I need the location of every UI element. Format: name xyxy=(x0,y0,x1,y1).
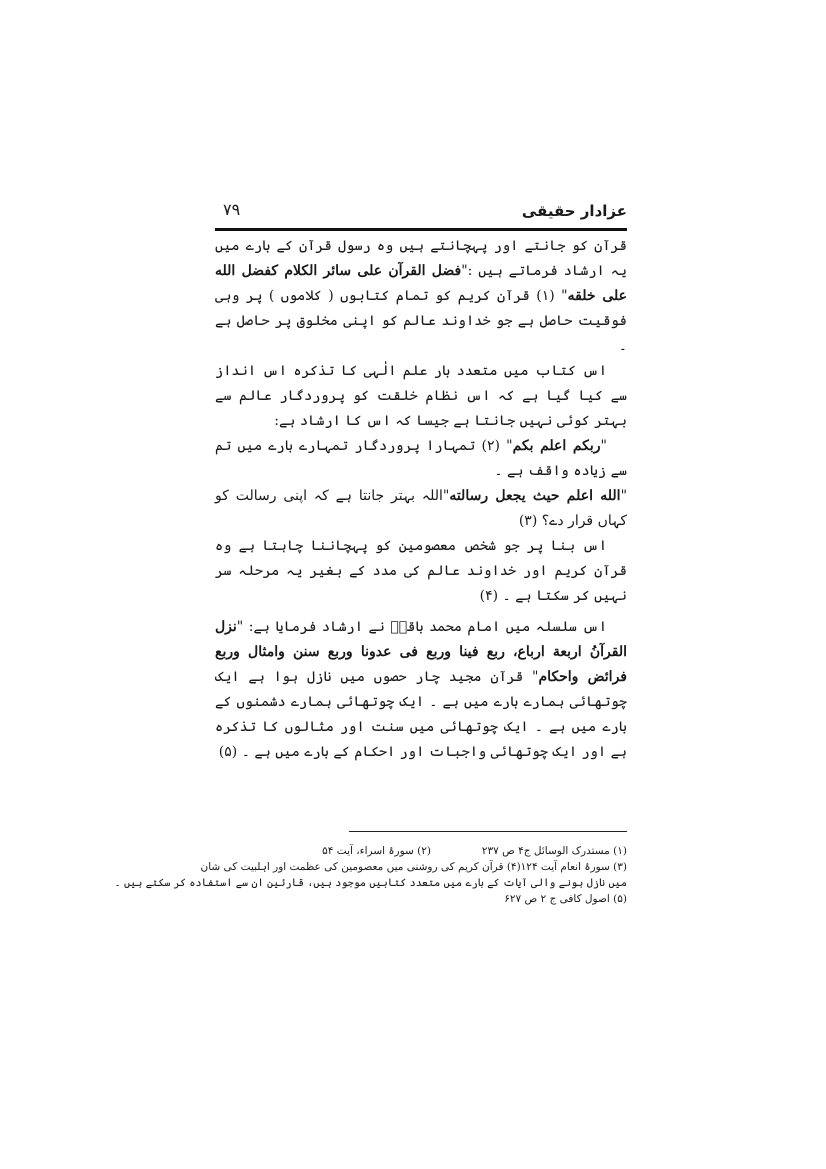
arabic-verse: ربکم اعلم بکم xyxy=(512,438,601,454)
main-text xyxy=(215,234,627,765)
footnote-row xyxy=(215,843,627,859)
paragraph-imam-baqir: اس سلسلہ میں امام محمد باقرؑ نے ارشاد فرمایا ہے: "نزل القرآنُ اربعة ارباع، ربع فینا وربع فی عدونا وربع سنن وامثال وربع فرائض واحکام" قرآن مجید چار حصوں میں نازل ہوا ہے ایک چوتھائی ہمارے بارے میں ہے ۔ ایک چوتھائی ہمارے دشمنوں کے بارے میں ہے ۔ ایک چوتھائی میں سنت اور مثالوں کا تذکرہ ہے اور ایک چوتھائی واجبات اور احکام کے بارے میں ہے ۔ (۵) xyxy=(215,619,627,760)
footnote-4-continued: میں نازل ہونے والی آیات کے بارے میں متعدد کتابیں موجود ہیں، قارئین ان سے استفادہ کر سکتے ہیں ۔ xyxy=(114,877,627,889)
page-header xyxy=(215,196,627,226)
paragraph-quran-virtue: قرآن کو جانتے اور پہچانتے ہیں وہ رسول قرآن کے بارے میں یہ ارشاد فرماتے ہیں :"فضل القرآن علی سائر الکلام کفضل الله علی خلقه" (۱) قرآن کریم کو تمام کتابوں ( کلاموں ) پر وہی فوقیت حاصل ہے جو خداوند عالم کو اپنی مخلوق پر حاصل ہے ۔ xyxy=(215,238,627,354)
footnote-5: (۵) اصول کافی ج ۲ ص ۶۲۷ xyxy=(504,893,627,905)
footnote-2: (۲) سورۂ اسراء، آیت ۵۴ xyxy=(322,845,431,857)
header-rule xyxy=(215,228,627,231)
running-title: عزادار حقیقی xyxy=(521,202,627,220)
paragraph-conclusion: اس بنا پر جو شخص معصومین کو پہچاننا چاہتا ہے وہ قرآن کریم اور خداوند عالم کی مدد کے بغیر یہ مرحلہ سر نہیں کر سکتا ہے ۔ (۴) xyxy=(215,538,627,604)
paragraph-divine-knowledge: اس کتاب میں متعدد بار علم الٰہی کا تذکرہ اس انداز سے کیا گیا ہے کہ اس نظام خلقت کو پروردگار عالم سے بہتر کوئی نہیں جانتا ہے جیسا کہ اس کا ارشاد ہے: xyxy=(215,363,627,429)
footnote-divider xyxy=(349,831,627,832)
arabic-hadith: نزل القرآنُ اربعة ارباع، ربع فینا وربع فی عدونا وربع سنن وامثال وربع فرائض واحکام xyxy=(215,619,627,685)
page-number: ۷۹ xyxy=(223,200,241,219)
footnote-row xyxy=(200,859,627,875)
footnotes xyxy=(114,843,627,907)
arabic-verse: الله اعلم حیث یجعل رسالته xyxy=(449,488,621,504)
footnote-3: (۳) سورۂ انعام آیت ۱۲۴ xyxy=(520,861,627,873)
footnote-4: (۴) قرآن کریم کی روشنی میں معصومین کی عظمت اور اہلبیت کی شان xyxy=(200,861,521,873)
paragraph-quote-2: "الله اعلم حیث یجعل رسالته"اللہ بہتر جانتا ہے کہ اپنی رسالت کو کہاں قرار دے؟ (۳) xyxy=(215,488,628,529)
arabic-hadith: فضل القرآن علی سائر الکلام کفضل الله علی خلقه xyxy=(215,263,627,304)
footnote-1: (۱) مستدرک الوسائل ج۴ ص ۲۳۷ xyxy=(481,845,627,857)
paragraph-quote-1: "ربکم اعلم بکم" (۲) تمہارا پروردگار تمہارے بارے میں تم سے زیادہ واقف ہے ۔ xyxy=(215,438,627,479)
